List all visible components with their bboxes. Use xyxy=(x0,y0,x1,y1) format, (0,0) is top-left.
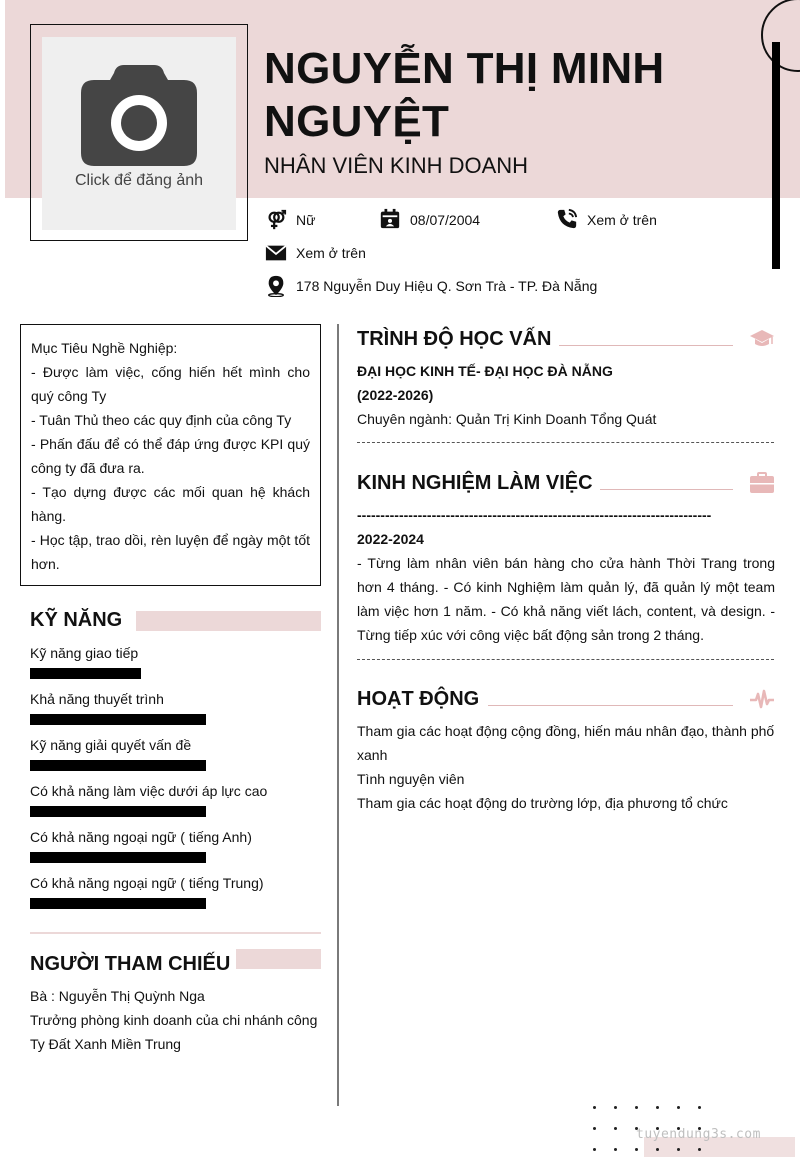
career-goal-line: - Được làm việc, cống hiến hết mình cho quý công Ty xyxy=(31,364,310,404)
activity-item: Tình nguyện viên xyxy=(357,771,465,787)
skills-title-accent xyxy=(136,611,321,631)
skill-level-bar xyxy=(30,714,206,725)
reference-title: NGƯỜI THAM CHIẾU xyxy=(30,953,231,975)
career-goal-box xyxy=(20,324,321,586)
decorative-dot xyxy=(698,1106,701,1109)
column-divider xyxy=(337,324,339,1106)
job-title: NHÂN VIÊN KINH DOANH xyxy=(264,153,529,178)
calendar-icon xyxy=(379,208,401,230)
location-icon xyxy=(265,275,287,297)
email-value: Xem ở trên xyxy=(296,245,366,261)
decorative-dot xyxy=(677,1148,680,1151)
activities-title: HOẠT ĐỘNG xyxy=(357,688,480,710)
school-name: ĐẠI HỌC KINH TẾ- ĐẠI HỌC ĐÀ NẴNG xyxy=(357,363,613,379)
education-major: Chuyên ngành: Quản Trị Kinh Doanh Tổng Quát xyxy=(357,411,657,427)
decorative-dot xyxy=(593,1127,596,1130)
decorative-dot xyxy=(593,1106,596,1109)
candidate-name: NGUYỄN THỊ MINH NGUYỆT xyxy=(264,44,665,146)
skills-title: KỸ NĂNG xyxy=(30,609,123,631)
skill-level-bar xyxy=(30,852,206,863)
activities-title-line xyxy=(488,705,733,706)
reference-position: Trưởng phòng kinh doanh của chi nhánh công Ty Đất Xanh Miền Trung xyxy=(30,1012,318,1052)
phone-value: Xem ở trên xyxy=(587,212,657,228)
watermark: tuyendung3s.com xyxy=(636,1127,761,1142)
decorative-dot xyxy=(698,1148,701,1151)
camera-icon[interactable] xyxy=(80,63,198,167)
decorative-dot xyxy=(635,1148,638,1151)
education-title-line xyxy=(559,345,733,346)
address-value: 178 Nguyễn Duy Hiệu Q. Sơn Trà - TP. Đà Nẵng xyxy=(296,278,598,294)
experience-title-line xyxy=(600,489,733,490)
skill-label: Có khả năng ngoại ngữ ( tiếng Trung) xyxy=(30,875,264,891)
decorative-dot xyxy=(656,1106,659,1109)
decorative-dot xyxy=(614,1148,617,1151)
skill-label: Kỹ năng giao tiếp xyxy=(30,645,139,661)
section-separator xyxy=(357,442,774,443)
reference-title-accent xyxy=(236,949,321,969)
activity-item: Tham gia các hoạt động do trường lớp, địa phương tổ chức xyxy=(357,795,728,811)
experience-title: KINH NGHIỆM LÀM VIỆC xyxy=(357,472,593,494)
reference-name: Bà : Nguyễn Thị Quỳnh Nga xyxy=(30,988,205,1004)
email-icon xyxy=(265,242,287,264)
experience-description: - Từng làm nhân viên bán hàng cho cửa hành Thời Trang trong hơn 4 tháng. - Có kinh Nghiệm làm quản lý, đã quản lý một team làm việc hơn 1 năm. - Có khả năng viết lách, content, và design. - Từng tiếp xúc với công việc bất động sản trong 2 tháng. xyxy=(357,555,775,643)
experience-period: 2022-2024 xyxy=(357,531,424,547)
experience-dashes: ---------------------------------------------------------------------------- xyxy=(357,507,712,523)
gender-icon xyxy=(265,209,287,231)
decorative-dot xyxy=(614,1127,617,1130)
activity-item: Tham gia các hoạt động cộng đồng, hiến máu nhân đạo, thành phố xanh xyxy=(357,723,775,763)
graduation-cap-icon xyxy=(749,329,775,349)
phone-icon xyxy=(556,208,578,230)
education-title: TRÌNH ĐỘ HỌC VẤN xyxy=(357,328,552,350)
career-goal-line: - Phấn đấu để có thể đáp ứng được KPI quý công ty đã đưa ra. xyxy=(31,436,310,476)
career-goal-line: - Tuân Thủ theo các quy định của công Ty xyxy=(31,412,292,428)
photo-caption[interactable]: Click để đăng ảnh xyxy=(74,172,204,189)
section-separator xyxy=(357,659,774,660)
skill-level-bar xyxy=(30,760,206,771)
education-years: (2022-2026) xyxy=(357,387,434,403)
career-goal-line: - Học tập, trao dồi, rèn luyện để ngày một tốt hơn. xyxy=(31,532,310,572)
skill-label: Có khả năng ngoại ngữ ( tiếng Anh) xyxy=(30,829,252,845)
skill-label: Khả năng thuyết trình xyxy=(30,691,164,707)
date-of-birth: 08/07/2004 xyxy=(410,212,481,228)
decorative-bar xyxy=(772,42,780,269)
skill-label: Kỹ năng giải quyết vấn đề xyxy=(30,737,192,753)
career-goal-heading: Mục Tiêu Nghề Nghiệp: xyxy=(31,340,178,356)
skill-level-bar xyxy=(30,668,141,679)
decorative-dot xyxy=(656,1148,659,1151)
career-goal-line: - Tạo dựng được các mối quan hệ khách hàng. xyxy=(31,484,310,524)
decorative-dot xyxy=(614,1106,617,1109)
decorative-dot xyxy=(593,1148,596,1151)
briefcase-icon xyxy=(749,472,775,494)
skill-label: Có khả năng làm việc dưới áp lực cao xyxy=(30,783,268,799)
section-divider xyxy=(30,932,321,934)
gender-value: Nữ xyxy=(296,212,316,228)
heartbeat-icon xyxy=(749,689,775,711)
skill-level-bar xyxy=(30,806,206,817)
skill-level-bar xyxy=(30,898,206,909)
decorative-dot xyxy=(635,1106,638,1109)
decorative-dot xyxy=(677,1106,680,1109)
